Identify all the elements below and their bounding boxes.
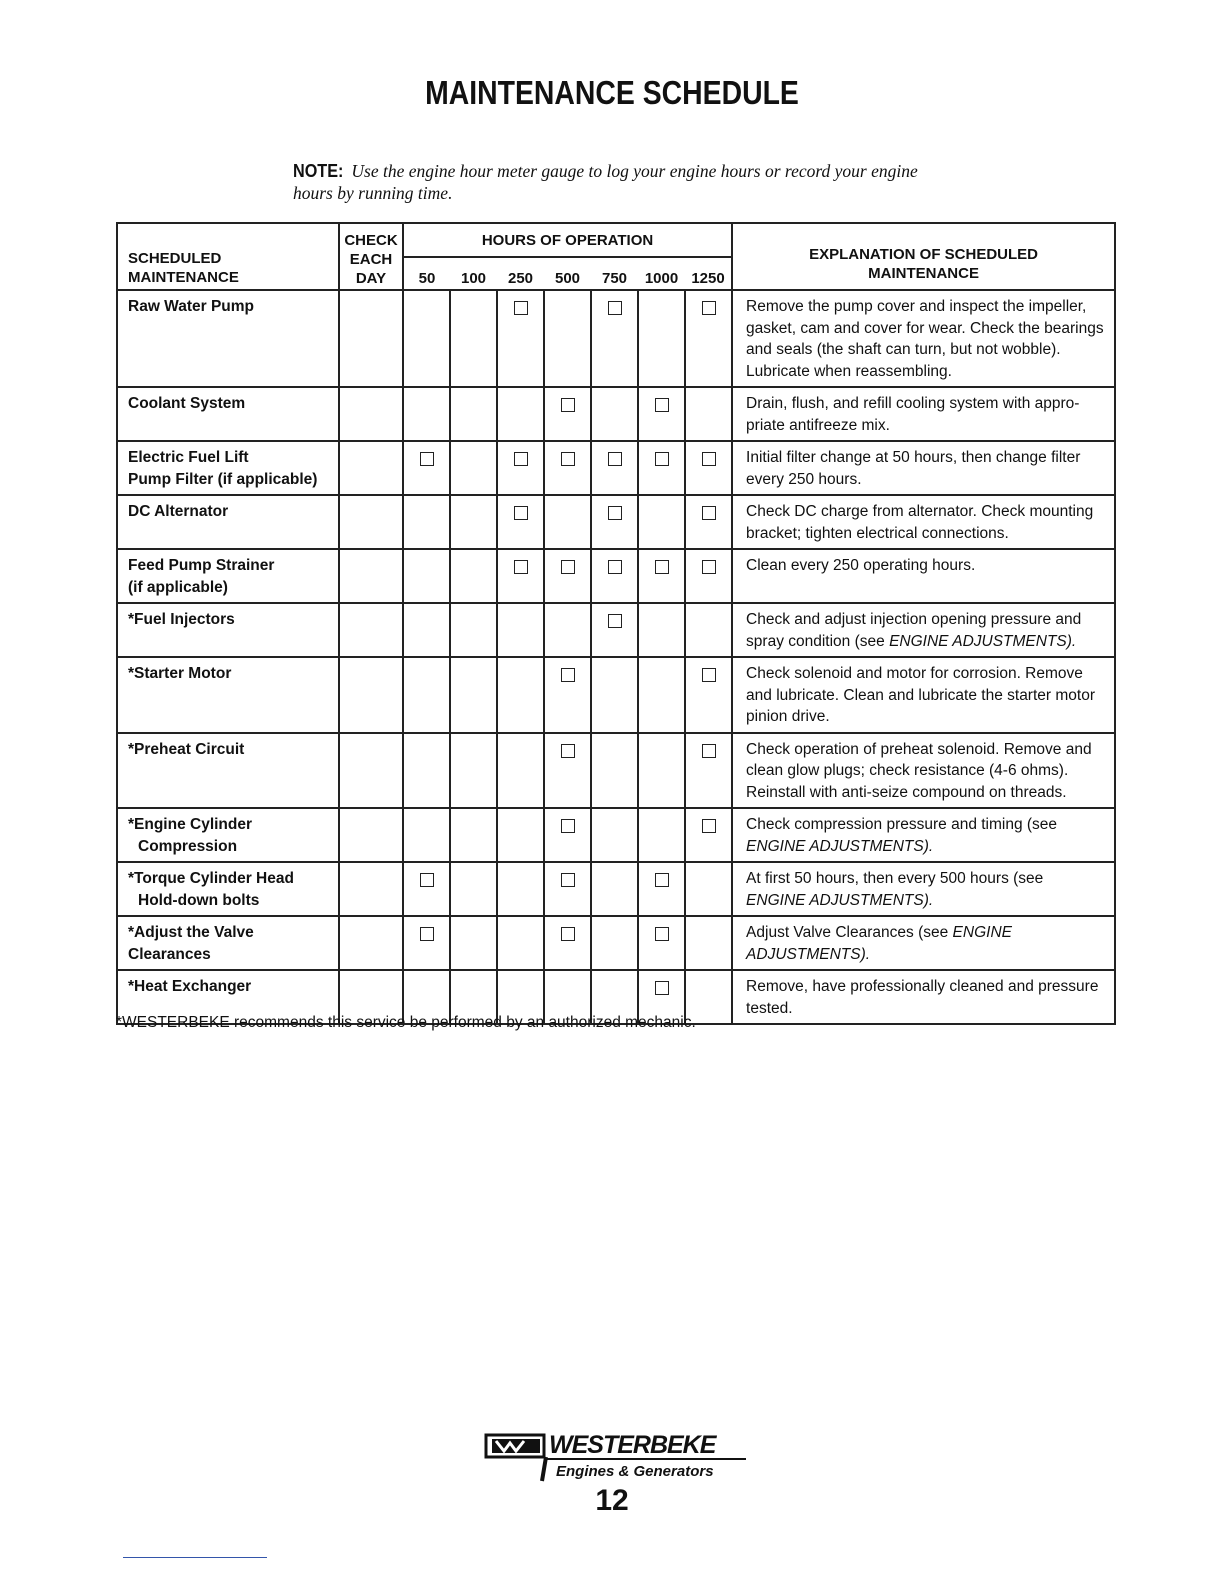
checkbox[interactable]	[561, 744, 575, 758]
interval-cell	[403, 657, 450, 733]
checkbox[interactable]	[561, 668, 575, 682]
interval-cell	[450, 603, 497, 657]
header-explanation: EXPLANATION OF SCHEDULED MAINTENANCE	[732, 223, 1115, 290]
interval-cell	[403, 603, 450, 657]
interval-cell	[638, 657, 685, 733]
check-each-day-cell	[339, 733, 403, 809]
check-each-day-cell	[339, 441, 403, 495]
interval-cell	[497, 387, 544, 441]
interval-cell	[591, 387, 638, 441]
interval-cell	[497, 441, 544, 495]
westerbeke-logo	[484, 1431, 754, 1491]
checkbox[interactable]	[655, 452, 669, 466]
interval-cell	[544, 603, 591, 657]
checkbox[interactable]	[702, 301, 716, 315]
checkbox[interactable]	[655, 398, 669, 412]
table-row	[117, 549, 1115, 603]
interval-cell	[591, 603, 638, 657]
maintenance-item: DC Alternator	[117, 495, 339, 549]
interval-cell	[685, 603, 732, 657]
footnote: *WESTERBEKE recommends this service be performed by an authorized mechanic.	[116, 1014, 696, 1031]
header-interval-1000: 1000	[638, 257, 685, 290]
interval-cell	[403, 916, 450, 970]
interval-cell	[403, 733, 450, 809]
maintenance-item: *Adjust the Valve Clearances	[117, 916, 339, 970]
interval-cell	[403, 808, 450, 862]
interval-cell	[685, 495, 732, 549]
interval-cell	[591, 495, 638, 549]
checkbox[interactable]	[655, 981, 669, 995]
interval-cell	[685, 441, 732, 495]
interval-cell	[403, 441, 450, 495]
checkbox[interactable]	[420, 927, 434, 941]
note	[293, 160, 933, 204]
interval-cell	[450, 862, 497, 916]
interval-cell	[544, 441, 591, 495]
interval-cell	[450, 549, 497, 603]
checkbox[interactable]	[514, 301, 528, 315]
page-number: 12	[595, 1484, 629, 1517]
interval-cell	[638, 808, 685, 862]
header-interval-100: 100	[450, 257, 497, 290]
maintenance-table	[116, 222, 1116, 1025]
maintenance-explanation: Remove, have professionally cleaned and pressure tested.	[732, 970, 1115, 1024]
interval-cell	[450, 495, 497, 549]
interval-cell	[685, 916, 732, 970]
interval-cell	[685, 733, 732, 809]
table-row	[117, 387, 1115, 441]
checkbox[interactable]	[514, 452, 528, 466]
checkbox[interactable]	[608, 614, 622, 628]
table-row	[117, 603, 1115, 657]
interval-cell	[450, 657, 497, 733]
checkbox[interactable]	[608, 506, 622, 520]
checkbox[interactable]	[655, 873, 669, 887]
check-each-day-cell	[339, 862, 403, 916]
check-each-day-cell	[339, 290, 403, 387]
maintenance-item: *Fuel Injectors	[117, 603, 339, 657]
maintenance-explanation: Check compression pressure and timing (see ENGINE ADJUSTMENTS).	[732, 808, 1115, 862]
interval-cell	[544, 387, 591, 441]
checkbox[interactable]	[608, 452, 622, 466]
checkbox[interactable]	[561, 873, 575, 887]
check-each-day-cell	[339, 387, 403, 441]
check-each-day-cell	[339, 495, 403, 549]
check-each-day-cell	[339, 657, 403, 733]
checkbox[interactable]	[561, 452, 575, 466]
interval-cell	[685, 387, 732, 441]
maintenance-item: Electric Fuel Lift Pump Filter (if applicable)	[117, 441, 339, 495]
note-text: Use the engine hour meter gauge to log your engine hours or record your engine hours by running time.	[293, 161, 918, 203]
maintenance-explanation: Check DC charge from alternator. Check mounting bracket; tighten electrical connections.	[732, 495, 1115, 549]
logo-tagline: Engines & Generators	[556, 1463, 714, 1480]
checkbox[interactable]	[608, 301, 622, 315]
interval-cell	[544, 657, 591, 733]
interval-cell	[403, 549, 450, 603]
maintenance-item: Coolant System	[117, 387, 339, 441]
check-each-day-cell	[339, 916, 403, 970]
checkbox[interactable]	[702, 744, 716, 758]
checkbox[interactable]	[420, 452, 434, 466]
header-scheduled-maintenance: SCHEDULED MAINTENANCE	[117, 223, 339, 290]
maintenance-explanation: Drain, flush, and refill cooling system with appro-priate antifreeze mix.	[732, 387, 1115, 441]
page-title: MAINTENANCE SCHEDULE	[425, 74, 799, 111]
interval-cell	[544, 495, 591, 549]
table-row	[117, 495, 1115, 549]
checkbox[interactable]	[655, 927, 669, 941]
check-each-day-cell	[339, 808, 403, 862]
header-hours-of-operation: HOURS OF OPERATION	[403, 223, 732, 257]
interval-cell	[544, 916, 591, 970]
interval-cell	[497, 290, 544, 387]
interval-cell	[638, 441, 685, 495]
interval-cell	[591, 862, 638, 916]
header-interval-1250: 1250	[685, 257, 732, 290]
table-row	[117, 441, 1115, 495]
interval-cell	[685, 657, 732, 733]
checkbox[interactable]	[702, 452, 716, 466]
interval-cell	[497, 916, 544, 970]
checkbox[interactable]	[561, 560, 575, 574]
interval-cell	[544, 290, 591, 387]
checkbox[interactable]	[561, 819, 575, 833]
checkbox[interactable]	[702, 819, 716, 833]
checkbox[interactable]	[561, 927, 575, 941]
maintenance-item: Feed Pump Strainer (if applicable)	[117, 549, 339, 603]
checkbox[interactable]	[702, 668, 716, 682]
interval-cell	[685, 290, 732, 387]
checkbox[interactable]	[514, 506, 528, 520]
interval-cell	[450, 733, 497, 809]
maintenance-item: *Engine Cylinder Compression	[117, 808, 339, 862]
header-interval-250: 250	[497, 257, 544, 290]
checkbox[interactable]	[561, 398, 575, 412]
header-interval-500: 500	[544, 257, 591, 290]
maintenance-explanation: Clean every 250 operating hours.	[732, 549, 1115, 603]
table-row	[117, 657, 1115, 733]
header-interval-50: 50	[403, 257, 450, 290]
interval-cell	[497, 862, 544, 916]
interval-cell	[544, 862, 591, 916]
table-row	[117, 808, 1115, 862]
checkbox[interactable]	[608, 560, 622, 574]
interval-cell	[403, 290, 450, 387]
interval-cell	[544, 808, 591, 862]
maintenance-item: *Heat Exchanger	[117, 970, 339, 1024]
interval-cell	[497, 603, 544, 657]
interval-cell	[497, 495, 544, 549]
interval-cell	[638, 603, 685, 657]
maintenance-explanation: Adjust Valve Clearances (see ENGINE ADJUSTMENTS).	[732, 916, 1115, 970]
interval-cell	[638, 495, 685, 549]
interval-cell	[497, 808, 544, 862]
maintenance-item: *Preheat Circuit	[117, 733, 339, 809]
interval-cell	[591, 808, 638, 862]
interval-cell	[450, 290, 497, 387]
maintenance-explanation: Check solenoid and motor for corrosion. Remove and lubricate. Clean and lubricate the starter motor pinion drive.	[732, 657, 1115, 733]
interval-cell	[497, 733, 544, 809]
logo-brand: WESTERBEKE	[549, 1431, 716, 1459]
interval-cell	[450, 808, 497, 862]
maintenance-item: *Torque Cylinder Head Hold-down bolts	[117, 862, 339, 916]
interval-cell	[638, 290, 685, 387]
interval-cell	[497, 657, 544, 733]
check-each-day-cell	[339, 603, 403, 657]
interval-cell	[591, 441, 638, 495]
checkbox[interactable]	[514, 560, 528, 574]
bottom-rule	[123, 1557, 267, 1558]
interval-cell	[685, 862, 732, 916]
maintenance-explanation: At first 50 hours, then every 500 hours (see ENGINE ADJUSTMENTS).	[732, 862, 1115, 916]
maintenance-item: *Starter Motor	[117, 657, 339, 733]
interval-cell	[544, 733, 591, 809]
maintenance-item: Raw Water Pump	[117, 290, 339, 387]
interval-cell	[450, 387, 497, 441]
maintenance-explanation: Check operation of preheat solenoid. Remove and clean glow plugs; check resistance (4-6 ohms). Reinstall with anti-seize compound on threads.	[732, 733, 1115, 809]
table-row	[117, 290, 1115, 387]
table-row	[117, 733, 1115, 809]
interval-cell	[403, 862, 450, 916]
header-interval-750: 750	[591, 257, 638, 290]
interval-cell	[638, 387, 685, 441]
note-label: NOTE:	[293, 161, 344, 181]
interval-cell	[638, 549, 685, 603]
interval-cell	[591, 916, 638, 970]
interval-cell	[638, 733, 685, 809]
interval-cell	[591, 657, 638, 733]
interval-cell	[685, 549, 732, 603]
interval-cell	[450, 916, 497, 970]
checkbox[interactable]	[702, 506, 716, 520]
interval-cell	[591, 549, 638, 603]
maintenance-explanation: Initial filter change at 50 hours, then change filter every 250 hours.	[732, 441, 1115, 495]
check-each-day-cell	[339, 549, 403, 603]
interval-cell	[450, 441, 497, 495]
interval-cell	[685, 808, 732, 862]
interval-cell	[403, 387, 450, 441]
interval-cell	[403, 495, 450, 549]
checkbox[interactable]	[420, 873, 434, 887]
table-row	[117, 862, 1115, 916]
maintenance-explanation: Check and adjust injection opening pressure and spray condition (see ENGINE ADJUSTMENTS).	[732, 603, 1115, 657]
checkbox[interactable]	[655, 560, 669, 574]
checkbox[interactable]	[702, 560, 716, 574]
table-row	[117, 916, 1115, 970]
interval-cell	[591, 290, 638, 387]
interval-cell	[544, 549, 591, 603]
interval-cell	[591, 733, 638, 809]
interval-cell	[638, 862, 685, 916]
interval-cell	[497, 549, 544, 603]
interval-cell	[638, 916, 685, 970]
header-check-each-day: CHECK EACH DAY	[339, 223, 403, 290]
maintenance-explanation: Remove the pump cover and inspect the impeller, gasket, cam and cover for wear. Check the bearings and seals (the shaft can turn, but not wobble). Lubricate when reassembling.	[732, 290, 1115, 387]
